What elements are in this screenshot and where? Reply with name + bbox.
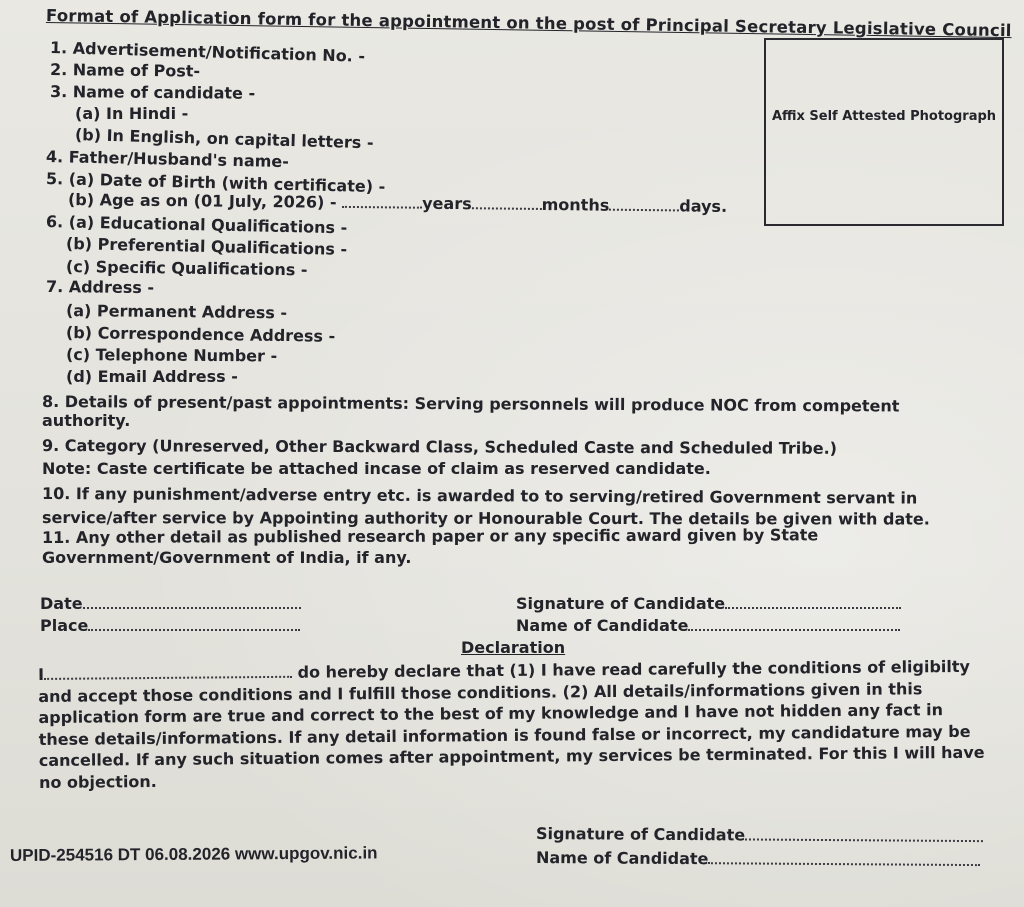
signature-dotted-line xyxy=(725,595,901,609)
photo-box xyxy=(764,38,1004,226)
item-email-address: (d) Email Address - xyxy=(66,367,238,386)
item-punishment-adverse-entry: 10. If any punishment/adverse entry etc. is awarded to to serving/retired Government servant in xyxy=(41,484,918,508)
item-educational-qualifications: 6. (a) Educational Qualifications - xyxy=(45,212,348,238)
item-address: 7. Address - xyxy=(45,277,155,298)
item-specific-qualifications: (c) Specific Qualifications - xyxy=(65,257,308,280)
candidate-name-label: Name of Candidate xyxy=(516,616,689,635)
signature-label: Signature of Candidate xyxy=(516,594,726,613)
place-label: Place xyxy=(40,616,89,635)
photo-box-label: Affix Self Attested Photograph xyxy=(771,109,997,124)
item-name-of-post: 2. Name of Post- xyxy=(49,60,201,81)
signature-field xyxy=(516,594,901,613)
form-title: Format of Application form for the appointment on the post of Principal Secretary Legislative Council xyxy=(45,6,1012,41)
item-other-detail-cont: Government/Government of India, if any. xyxy=(42,548,412,567)
footer-name-field xyxy=(536,848,981,870)
declaration-heading: Declaration xyxy=(461,638,566,657)
footer-name-label: Name of Candidate xyxy=(535,848,709,869)
candidate-name-dotted-line xyxy=(688,617,900,631)
item-age-label: (b) Age as on (01 July, 2026) - xyxy=(67,190,337,212)
item-preferential-qualifications: (b) Preferential Qualifications - xyxy=(65,234,348,259)
item-advertisement-no: 1. Advertisement/Notification No. - xyxy=(49,38,366,66)
declarant-name-dotted-line xyxy=(44,664,292,680)
item-permanent-address: (a) Permanent Address - xyxy=(65,301,288,323)
declaration-text-block xyxy=(38,656,999,793)
item-name-hindi: (a) In Hindi - xyxy=(75,104,189,123)
declaration-start: I xyxy=(38,664,45,684)
item-father-husband-name: 4. Father/Husband's name- xyxy=(45,147,290,172)
years-label: years xyxy=(422,193,472,214)
declaration-body: do hereby declare that (1) I have read carefully the conditions of eligibilty and accept those conditions and I fulfill those conditions. (2) All details/informations given in this application form are true and correct to the best of my knowledge and I have not hidden any fact in these details/informations. If any detail information is found false or incorrect, my candidature may be cancelled. If any such situation comes after appointment, my services be terminated. For this I will have no objection. xyxy=(38,656,985,792)
item-present-past-appointments-cont: authority. xyxy=(42,411,131,430)
item-name-english: (b) In English, on capital letters - xyxy=(74,125,374,153)
item-category: 9. Category (Unreserved, Other Backward Class, Scheduled Caste and Scheduled Tribe.) xyxy=(41,436,838,458)
candidate-name-field xyxy=(516,616,900,635)
place-field xyxy=(40,616,300,635)
date-label: Date xyxy=(40,594,83,613)
footer-signature-field xyxy=(536,824,983,846)
years-dotted-field xyxy=(342,194,422,209)
date-field xyxy=(40,594,301,613)
item-name-of-candidate: 3. Name of candidate - xyxy=(49,82,256,103)
days-label: days. xyxy=(679,196,728,216)
footer-upid: UPID-254516 DT 06.08.2026 www.upgov.nic.in xyxy=(9,843,378,865)
footer-signature-label: Signature of Candidate xyxy=(535,824,746,845)
item-telephone-number: (c) Telephone Number - xyxy=(65,345,278,366)
footer-name-dotted-line xyxy=(708,850,980,866)
item-other-detail: 11. Any other detail as published research paper or any specific award given by State xyxy=(41,525,819,547)
place-dotted-line xyxy=(88,617,300,631)
months-dotted-field xyxy=(472,195,542,210)
item-caste-note: Note: Caste certificate be attached incase of claim as reserved candidate. xyxy=(42,459,711,478)
months-label: months xyxy=(541,194,610,215)
item-present-past-appointments: 8. Details of present/past appointments: Serving personnels will produce NOC from competent xyxy=(41,392,900,416)
item-age-row xyxy=(68,190,727,216)
days-dotted-field xyxy=(609,197,679,212)
item-correspondence-address: (b) Correspondence Address - xyxy=(65,323,336,346)
item-date-of-birth: 5. (a) Date of Birth (with certificate) - xyxy=(45,169,386,197)
date-dotted-line xyxy=(83,595,301,609)
footer-signature-dotted-line xyxy=(745,826,983,842)
item-punishment-adverse-entry-cont: service/after service by Appointing authority or Honourable Court. The details be given with date. xyxy=(41,508,930,529)
